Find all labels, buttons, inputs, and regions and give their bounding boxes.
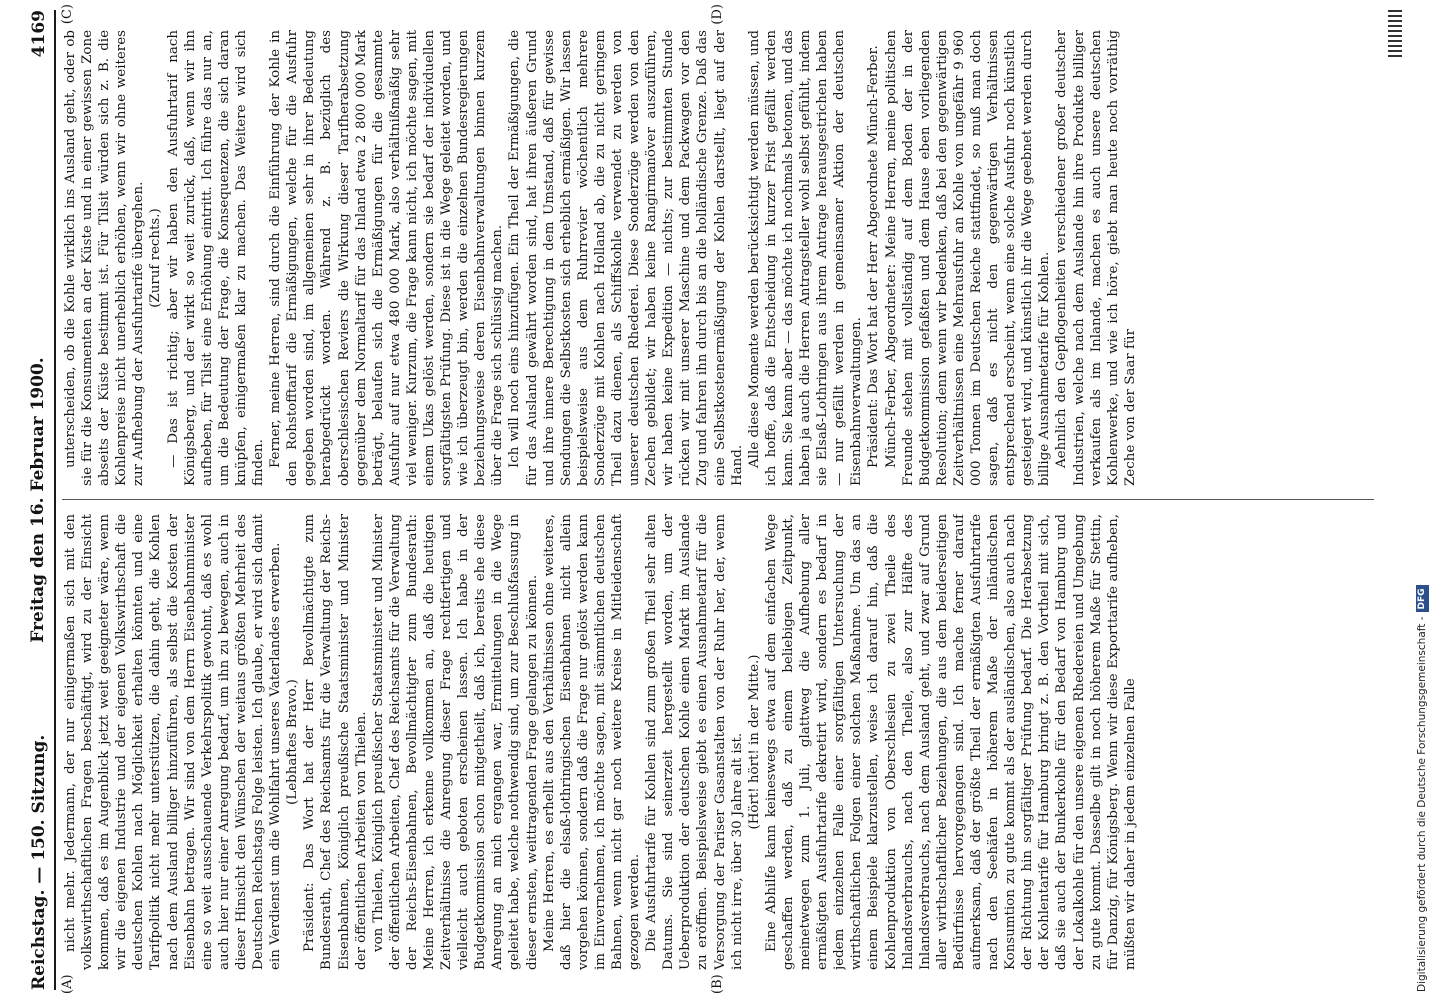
- paragraph: Präsident: Das Wort hat der Herr Bevollmächtigte zum Bundesrath, Chef des Reichsamts für die Verwaltung der Reichs-Eisenbahnen, Königlich preußische Staatsminister und Minister der öffentlichen Arbeiten von Thielen.: [302, 514, 369, 970]
- margin-mark-b: (B): [710, 974, 725, 994]
- rotated-page: [20, 0, 1380, 1000]
- header-left: Reichstag. — 150. Sitzung.: [29, 734, 49, 990]
- right-column: [62, 30, 1374, 486]
- paragraph: Aehnlich den Gepflogenheiten verschiedener großer deutscher Industrien, welche nach dem Auslande hin ihre Produkte billiger verkaufen als im Inlande, machen es auch unsere deutschen Kohlenwerke, und wie ich höre, giebt man heute noch vorräthig Zeche von der Saar für: [1054, 30, 1138, 486]
- dfg-logo: DFG: [1416, 585, 1429, 612]
- paragraph: Meine Herren, es erhellt aus den Verhältnissen ohne weiteres, daß hier die elsaß-lothringischen Eisenbahnen nicht allein vorgehen können, sondern daß die Frage nur gelöst werden kann im Einvernehmen, ich möchte sagen, mit sämmtlichen deutschen Bahnen, wenn nicht gar noch weitere Kreise in Mitleidenschaft gezogen werden.: [541, 514, 643, 970]
- page-header: [24, 10, 54, 990]
- paragraph: Eine Abhilfe kann keineswegs etwa auf dem einfachen Wege geschaffen werden, daß zu einem beliebigen Zeitpunkt, meinetwegen zum 1. Juli, glattweg die Aufhebung aller ermäßigten Ausfuhrtarife dekretirt wird, sondern es bedarf in jedem einzelnen Falle einer sorgfältigen Untersuchung der wirthschaftlichen Folgen einer solchen Maßnahme. Um das an einem Beispiele klarzustellen, weise ich darauf hin, daß die Kohlenproduktion von Oberschlesien zu zwei Theile des Inlandsverbrauchs, nach den Theile, also zur Hälfte des Inlandsverbrauchs, nach dem Ausland geht, und zwar auf Grund aller wirthschaftlicher Beziehungen, die aus dem beiderseitigen Bedürfnisse hervorgegangen sind. Ich mache ferner darauf aufmerksam, daß der größte Theil der ermäßigten Ausfuhrtarife nach den Seehäfen in höherem Maße der inländischen Konsumtion zu gute kommt als der ausländischen, also auch nach der Richtung hin sorgfältiger Prüfung bedarf. Die Herabsetzung der Kohlentarife für Hamburg bringt z. B. den Vortheil mit sich, daß sie auch der Bunkerkohle für den Bedarf von Hamburg und der Lokalkohle für den unsere eigenen Rhedereien und Umgebung zu gute kommt. Dasselbe gilt in noch höherem Maße für Stettin, für Danzig, für Königsberg. Wenn wir diese Exporttarife aufheben, müßten wir daher in jedem einzelnen Falle: [763, 514, 1138, 970]
- digitization-sidebar: [1414, 8, 1430, 992]
- header-rule: [54, 10, 56, 990]
- paragraph: von Thielen, Königlich preußischer Staatsminister und Minister der öffentlichen Arbeiten, Chef des Reichsamts für die Verwaltung der Reichs-Eisenbahnen, Bevollmächtigter zum Bundesrath: Meine Herren, ich erkenne vollkommen an, daß die heutigen Zeitverhältnisse die Anregung dieser Frage rechtfertigen und vielleicht auch geboten erscheinen lassen. Ich habe in der Budgetkommission schon mitgetheilt, daß ich, bereits ehe diese Anregung an mich ergangen war, Ermittelungen in die Wege geleitet habe, welche nothwendig sind, um zur Beschlußfassung in dieser ernsten, weittragenden Frage gelangen zu können.: [370, 514, 540, 970]
- paragraph: Ferner, meine Herren, sind durch die Einführung der Kohle in den Rohstofftarif die Ermäßigungen, welche für die Ausfuhr gegeben worden sind, im allgemeinen sehr in ihrer Bedeutung herabgedrückt worden. Während z. B. bezüglich des oberschlesischen Reviers die Wirkung dieser Tarifherabsetzung gegenüber dem Normaltarif für das Inland etwa 2 800 000 Mark beträgt, belaufen sich die Ermäßigungen für die gesammte Ausfuhr auf nur etwa 480 000 Mark, also verhältnißmäßig sehr viel weniger. Kurzum, die Frage kann nicht, ich möchte sagen, mit einem Ukas gelöst werden, sondern sie bedarf der individuellen sorgfältigsten Prüfung. Diese ist in die Wege geleitet worden, und wie ich überzeugt bin, werden die einzelnen Bundesregierungen beziehungsweise deren Eisenbahnverwaltungen binnen kurzem über die Frage sich schlüssig machen.: [268, 30, 506, 486]
- paragraph: Münch-Ferber, Abgeordneter: Meine Herren, meine politischen Freunde stehen mit vollständig auf dem Boden der in der Budgetkommission gefaßten und dem Hause eben vorliegenden Resolution; denn wenn wir bedenken, daß bei den gegenwärtigen Zeitverhältnissen eine Mehrausfuhr an Kohle von ungefähr 9 960 000 Tonnen im Deutschen Reiche stattfindet, so muß man doch sagen, daß es nicht den gegenwärtigen Verhältnissen entsprechend erscheint, wenn eine solche Ausfuhr noch künstlich gesteigert wird, und künstlich ihr die Wege geebnet werden durch billige Ausnahmetarife für Kohlen.: [883, 30, 1053, 486]
- paragraph: — Das ist richtig; aber wir haben den Ausfuhrtarif nach Königsberg, und der wirkt so weit zurück, daß, wenn wir ihn aufheben, für Tilsit eine Erhöhung eintritt. Ich führe das nur an, um die Bedeutung der Frage, die Konsequenzen, die sich daran knüpfen, einigermaßen klar zu machen. Das Weitere wird sich finden.: [165, 30, 267, 486]
- page-number: 4169: [29, 10, 49, 58]
- paragraph: Präsident: Das Wort hat der Herr Abgeordnete Münch-Ferber.: [866, 45, 882, 468]
- margin-mark-d: (D): [710, 4, 725, 25]
- registration-marks: [1388, 10, 1402, 100]
- left-column: [62, 514, 1374, 970]
- interjection: (Hört! hört! in der Mitte.): [746, 654, 762, 830]
- text-columns: [62, 30, 1374, 970]
- header-date: Freitag den 16. Februar 1900.: [28, 357, 48, 643]
- paragraph: Ich will noch eins hinzufügen. Ein Theil der Ermäßigungen, die für das Ausland gewährt worden sind, hat ihren äußeren Grund und ihre innere Berechtigung in dem Umstand, daß für gewisse Sendungen die Selbstkosten sich erheblich ermäßigen. Wir lassen beispielsweise aus dem Ruhrrevier wöchentlich mehrere Sonderzüge mit Kohlen nach Holland ab, die zu nicht geringem Theil dazu dienen, als Schiffskohle verwendet zu werden von unserer deutschen Rhederei. Diese Sonderzüge werden von den Zechen gebildet; wir haben keine Rangirmanöver auszuführen, wir haben keine Expedition — nichts; zur bestimmten Stunde rücken wir mit unserer Maschine und dem Packwagen vor den Zug und fahren ihn durch bis an die holländische Grenze. Daß das eine Selbstkostenermäßigung der Kohlen darstellt, liegt auf der Hand.: [507, 30, 745, 486]
- interjection: (Zuruf rechts.): [148, 208, 164, 308]
- sidebar-text: Digitalisierung gefördert durch die Deutsche Forschungsgemeinschaft -: [1416, 616, 1428, 992]
- paragraph: Alle diese Momente werden berücksichtigt werden müssen, und ich hoffe, daß die Entscheidung in kurzer Frist gefällt werden kann. Sie kann aber — das möchte ich nochmals betonen, und das haben ja auch die Herren Antragsteller wohl selbst gefühlt, indem sie Elsaß-Lothringen aus ihrem Antrage herausgestrichen haben — nur gefällt werden in gemeinsamer Aktion der deutschen Eisenbahnverwaltungen.: [746, 30, 865, 486]
- margin-mark-c: (C): [60, 4, 75, 25]
- margin-mark-a: (A): [60, 974, 75, 994]
- interjection: (Lebhaftes Bravo.): [285, 679, 301, 805]
- paragraph: Die Ausfuhrtarife für Kohlen sind zum großen Theil sehr alten Datums. Sie sind seinerzeit hergestellt worden, um der Ueberproduktion der deutschen Kohle einen Markt im Auslande zu eröffnen. Beispielsweise giebt es einen Ausnahmetarif für die Versorgung der Pariser Gasanstalten von der Ruhr her, der, wenn ich nicht irre, über 30 Jahre alt ist.: [644, 514, 745, 970]
- paragraph: unterscheiden, ob die Kohle wirklich ins Ausland geht, oder ob sie für die Konsumenten an der Küste und in einer gewissen Zone abseits der Küste bestimmt ist. Für Tilsit würden sich z. B. die Kohlenpreise nicht unerheblich erhöhen, wenn wir ohne weiteres zur Aufhebung der Ausfuhrtarife übergehen.: [63, 30, 147, 486]
- paragraph: nicht mehr. Jedermann, der nur einigermaßen sich mit den volkswirthschaftlichen Fragen beschäftigt, wird zu der Einsicht kommen, daß es im Augenblick jetzt weit geeigneter wäre, wenn wir die eigenen Industrie und der eigenen Volkswirthschaft die deutschen Kohlen nach Möglichkeit erhalten könnten und eine Tarifpolitik nicht mehr unterstützen, die dahin geht, die Kohlen nach dem Ausland billiger hinzuführen, als selbst die Kosten der Eisenbahn betragen. Wir sind von dem Herrn Eisenbahnminister eine so weit ausschauende Verkehrspolitik gewohnt, daß es wohl auch hier nur einer Anregung bedarf, um ihn zu bewegen, auch in dieser Hinsicht den Wünschen der weitaus größten Mehrheit des Deutschen Reichstags Folge leisten. Ich glaube, er wird sich damit ein Verdienst um die Wohlfahrt unseres Vaterlandes erwerben.: [63, 514, 284, 970]
